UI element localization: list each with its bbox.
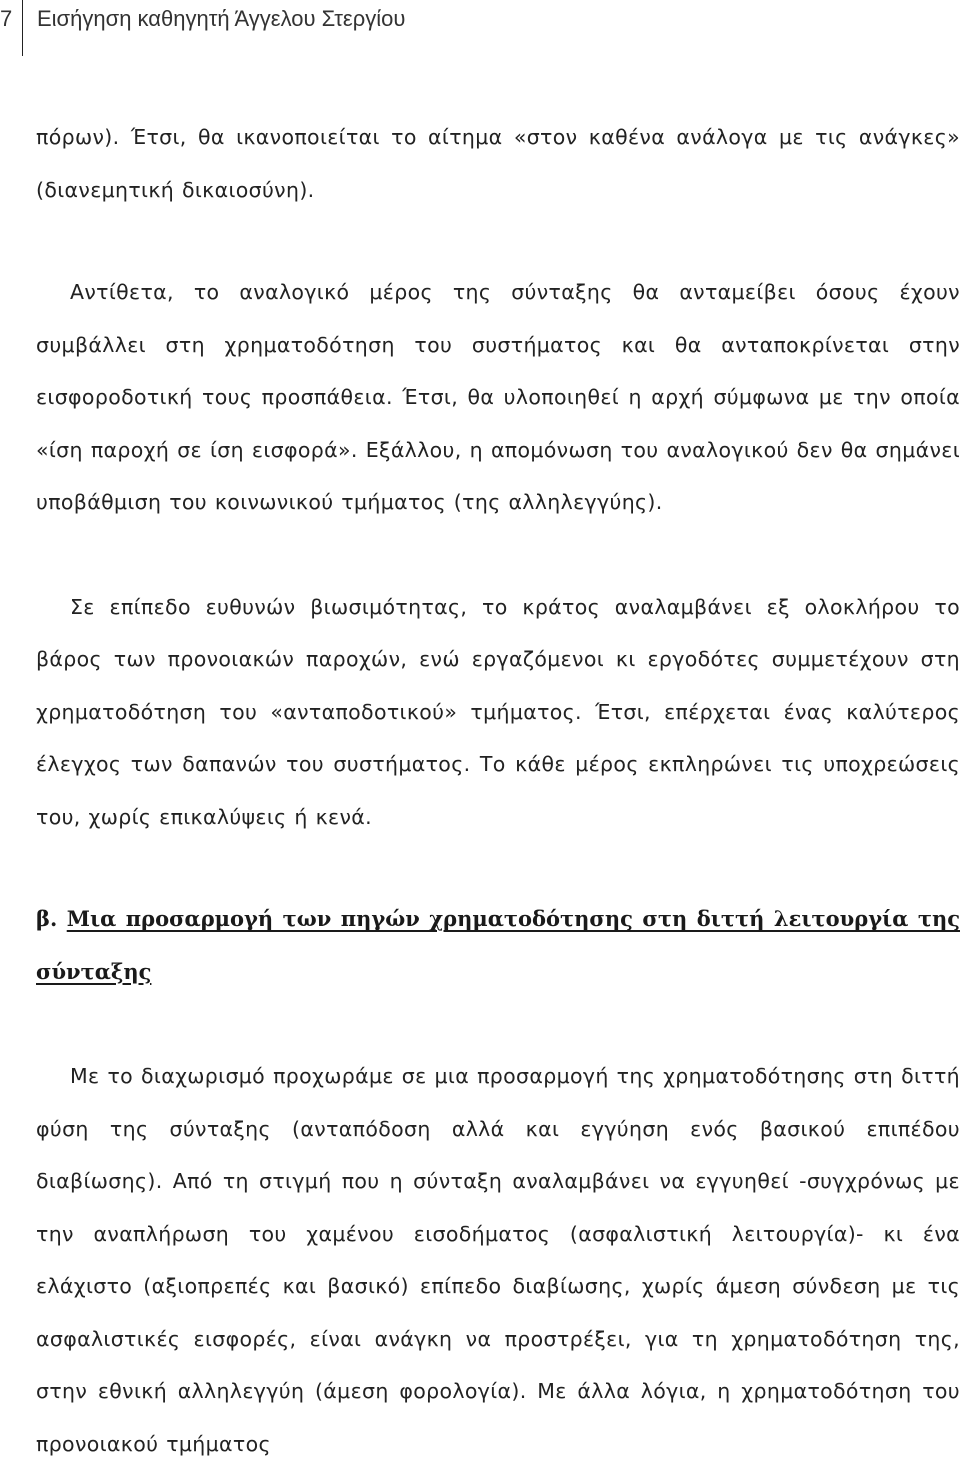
page-header <box>0 0 960 60</box>
header-divider <box>22 0 23 56</box>
section-marker: β. <box>36 906 58 931</box>
document-body <box>36 111 960 1470</box>
running-title: Εισήγηση καθηγητή Άγγελου Στεργίου <box>37 6 406 31</box>
paragraph-sustainability: Σε επίπεδο ευθυνών βιωσιμότητας, το κράτος αναλαμβάνει εξ ολοκλήρου το βάρος των προνοιακών παροχών, ενώ εργαζόμενοι κι εργοδότες συμμετέχουν στη χρηματοδότηση του «ανταποδοτικού» τμήματος. Έτσι, επέρχεται ένας καλύτερος έλεγχος των δαπανών του συστήματος. Το κάθε μέρος εκπληρώνει τις υποχρεώσεις του, χωρίς επικαλύψεις ή κενά. <box>36 594 960 829</box>
section-heading <box>36 893 960 998</box>
paragraph-proportional-part: Αντίθετα, το αναλογικό μέρος της σύνταξης θα ανταμείβει όσους έχουν συμβάλλει στη χρηματοδότηση του συστήματος και θα ανταποκρίνεται στην εισφοροδοτική τους προσπάθεια. Έτσι, θα υλοποιηθεί η αρχή σύμφωνα με την οποία «ίση παροχή σε ίση εισφορά». Εξάλλου, η απομόνωση του αναλογικού δεν θα σημάνει υποβάθμιση του κοινωνικού τμήματος (της αλληλεγγύης). <box>36 280 960 514</box>
page-number: 7 <box>0 6 13 31</box>
paragraph-financing: Με το διαχωρισμό προχωράμε σε μια προσαρμογή της χρηματοδότησης στη διττή φύση της σύνταξης (ανταπόδοση αλλά και εγγύηση ενός βασικού επιπέδου διαβίωσης). Από τη στιγμή που η σύνταξη αναλαμβάνει να εγγυηθεί -συγχρόνως με την αναπλήρωση του χαμένου εισοδήματος (ασφαλιστική λειτουργία)- κι ένα ελάχιστο (αξιοπρεπές και βασικό) επίπεδο διαβίωσης, χωρίς άμεση σύνδεση με τις ασφαλιστικές εισφορές, είναι ανάγκη να προστρέξει, για τη χρηματοδότηση της, στην εθνική αλληλεγγύη (άμεση φορολογία). Με άλλα λόγια, η χρηματοδότηση του προνοιακού τμήματος <box>36 1064 960 1456</box>
paragraph-continuation: πόρων). Έτσι, θα ικανοποιείται το αίτημα «στον καθένα ανάλογα με τις ανάγκες» (διανεμητική δικαιοσύνη). <box>36 125 960 202</box>
section-heading-text: Μια προσαρμογή των πηγών χρηματοδότησης στη διττή λειτουργία της σύνταξης <box>36 906 960 984</box>
